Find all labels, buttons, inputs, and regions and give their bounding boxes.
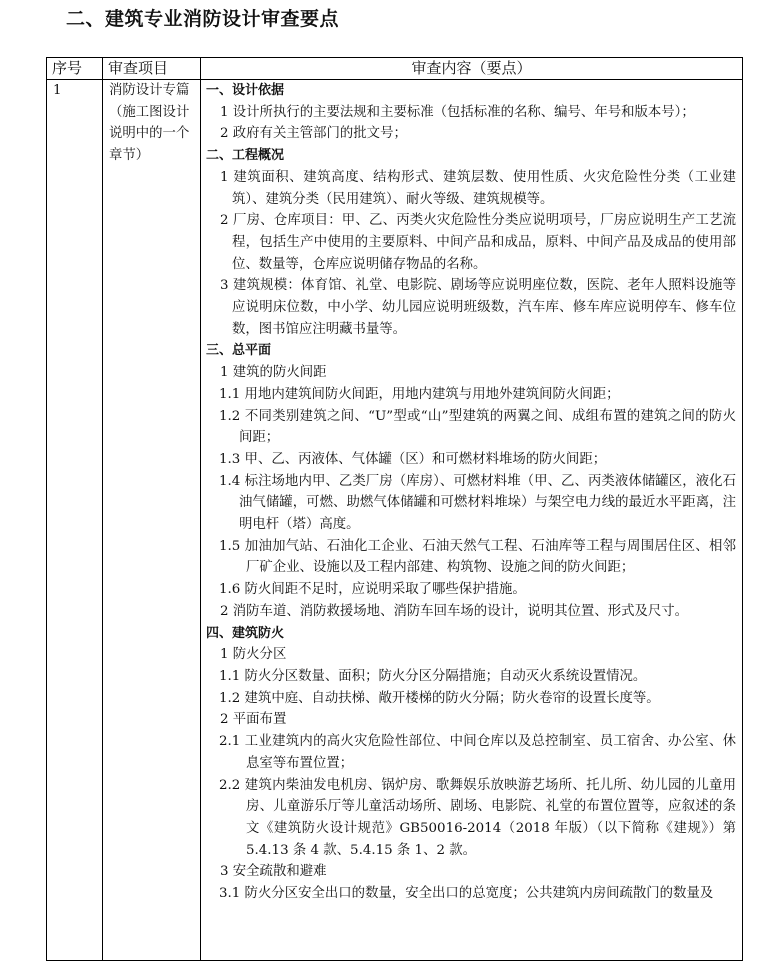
content-line: 1.3 甲、乙、丙液体、气体罐（区）和可燃材料堆场的防火间距； <box>219 451 607 467</box>
content-line: 3.1 防火分区安全出口的数量，安全出口的总宽度；公共建筑内房间疏散门的数量及 <box>219 886 714 902</box>
content-line: 1.2 建筑中庭、自动扶梯、敞开楼梯的防火分隔；防火卷帘的设置长度等。 <box>219 690 660 706</box>
row-review-content <box>201 80 743 961</box>
content-line: 2.2 建筑内柴油发电机房、锅炉房、歌舞娱乐放映游艺场所、托儿所、幼儿园的儿童用房、儿童游乐厅等儿童活动场所、剧场、电影院、礼堂的布置位置等，应叙述的条文《建筑防火设计规范》GB50016-2014（2018 年版）（以下简称《建规》）第 5.4.13 条 4 款、5.4.15 条 1、2 款。 <box>219 777 736 858</box>
content-line: 2 消防车道、消防救援场地、消防车回车场的设计，说明其位置、形式及尺寸。 <box>220 603 689 619</box>
section-heading: 三、总平面 <box>206 343 272 359</box>
header-serial-number: 序号 <box>47 58 103 80</box>
section-heading: 二、工程概况 <box>206 148 285 164</box>
row-review-item: 消防设计专篇（施工图设计说明中的一个章节） <box>103 80 201 961</box>
table-row <box>47 80 743 961</box>
content-line: 2 平面布置 <box>220 712 287 728</box>
content-line: 2 厂房、仓库项目：甲、乙、丙类火灾危险性分类应说明项号，厂房应说明生产工艺流程，包括生产中使用的主要原料、中间产品和成品，原料、中间产品及成品的使用部位、数量等，仓库应说明储存物品的名称。 <box>220 213 736 272</box>
page-heading: 二、建筑专业消防设计审查要点 <box>66 8 340 30</box>
content-line: 1 建筑的防火间距 <box>220 365 327 381</box>
content-line: 1 设计所执行的主要法规和主要标准（包括标准的名称、编号、年号和版本号）； <box>220 104 695 120</box>
content-line: 1.6 防火间距不足时，应说明采取了哪些保护措施。 <box>219 582 526 598</box>
header-review-content: 审查内容（要点） <box>201 58 743 80</box>
section-heading: 一、设计依据 <box>206 83 285 98</box>
row-serial-number: 1 <box>47 80 103 961</box>
review-table <box>46 57 743 961</box>
content-line: 2.1 工业建筑内的高火灾危险性部位、中间仓库以及总控制室、员工宿舍、办公室、休息室等布置位置； <box>219 734 736 771</box>
section-heading: 四、建筑防火 <box>206 625 285 641</box>
content-line: 1.1 防火分区数量、面积；防火分区分隔措施；自动灭火系统设置情况。 <box>219 668 647 684</box>
header-review-item: 审查项目 <box>103 58 201 80</box>
content-line: 1.2 不同类别建筑之间、“U”型或“山”型建筑的两翼之间、成组布置的建筑之间的防火间距； <box>219 408 736 446</box>
content-line: 1.4 标注场地内甲、乙类厂房（库房）、可燃材料堆（甲、乙、丙类液体储罐区，液化石油气储罐，可燃、助燃气体储罐和可燃材料堆垛）与架空电力线的最近水平距离，注明电杆（塔）高度。 <box>219 473 736 533</box>
content-line: 2 政府有关主管部门的批文号； <box>220 126 407 142</box>
content-line: 3 安全疏散和避难 <box>220 864 327 880</box>
content-line: 1 防火分区 <box>220 647 287 663</box>
content-line: 1.1 用地内建筑间防火间距，用地内建筑与用地外建筑间防火间距； <box>219 386 620 402</box>
content-line: 3 建筑规模：体育馆、礼堂、电影院、剧场等应说明座位数，医院、老年人照料设施等应说明床位数，中小学、幼儿园应说明班级数，汽车库、修车库应说明停车、修车位数，图书馆应注明藏书量等。 <box>220 278 736 337</box>
content-line: 1 建筑面积、建筑高度、结构形式、建筑层数、使用性质、火灾危险性分类（工业建筑）、建筑分类（民用建筑）、耐火等级、建筑规模等。 <box>220 169 736 207</box>
content-line: 1.5 加油加气站、石油化工企业、石油天然气工程、石油库等工程与周围居住区、相邻厂矿企业、设施以及工程内部建、构筑物、设施之间的防火间距； <box>219 538 736 576</box>
table-header-row <box>47 58 743 80</box>
